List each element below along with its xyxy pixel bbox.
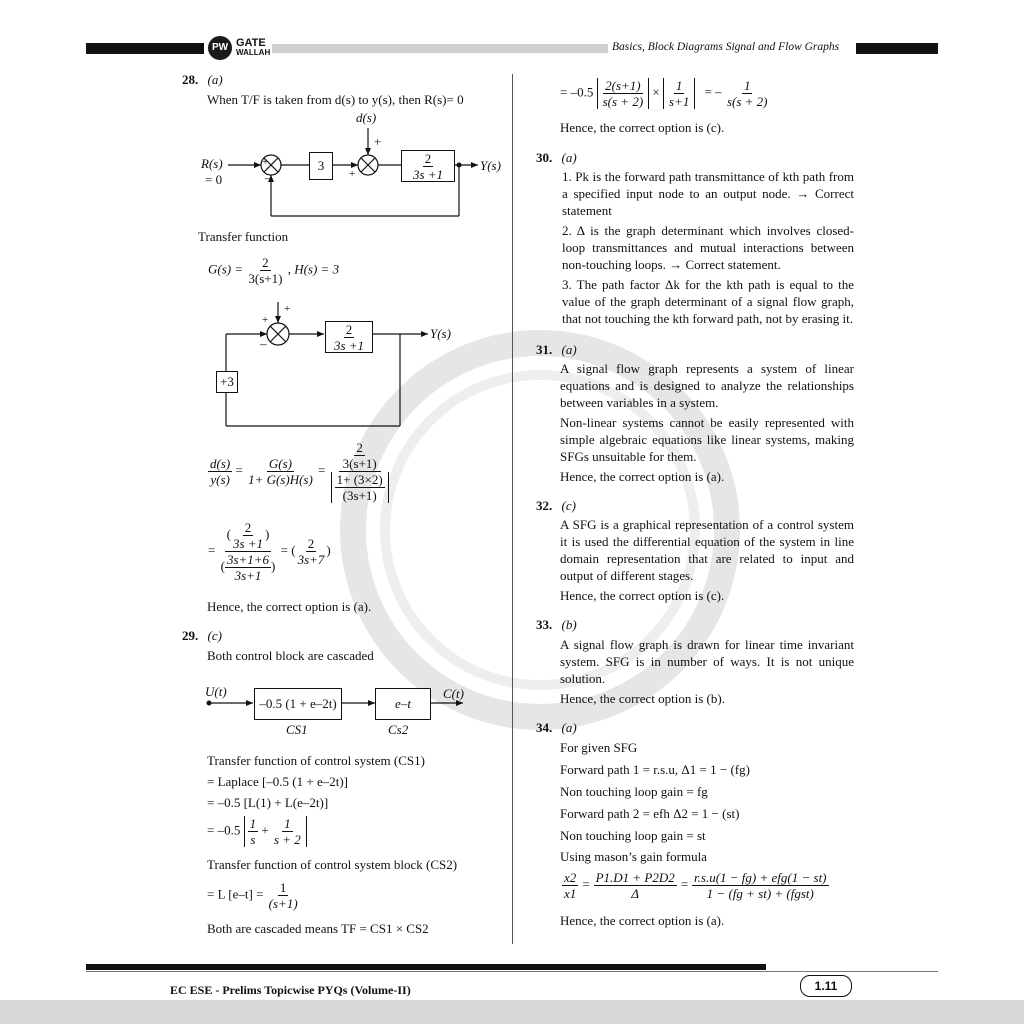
q28-tf-heading: Transfer function xyxy=(198,229,289,244)
q34-f2n: P1.D1 + P2D2 xyxy=(595,870,675,885)
q28-number: 28. xyxy=(182,72,199,87)
q32-answer: (c) xyxy=(561,498,576,513)
footer-band xyxy=(0,1000,1024,1024)
q29b-ad: s(s + 2) xyxy=(602,94,644,109)
q34-line4: Forward path 2 = efh Δ2 = 1 − (st) xyxy=(560,806,740,821)
q28-eq2-fa xyxy=(231,520,265,551)
q28-intro: When T/F is taken from d(s) to y(s), then R(s)= 0 xyxy=(207,92,464,107)
q28-eq2-den: ( $\frac{3s+1+6}{3s+1}$ ) xyxy=(220,552,276,583)
q28-eq2-fc xyxy=(296,536,327,567)
q28-eq1-id1: 3(s+1) xyxy=(342,456,377,471)
header-bar-left xyxy=(86,43,204,54)
q28-eq1-n2: G(s) xyxy=(268,456,292,471)
q34-line1: For given SFG xyxy=(560,740,638,755)
q32-conclusion: Hence, the correct option is (c). xyxy=(560,588,725,603)
q28-answer: (a) xyxy=(207,72,223,87)
footer-rule xyxy=(86,971,938,972)
q33-number: 33. xyxy=(536,617,553,632)
q31-number: 31. xyxy=(536,342,553,357)
q28-heading xyxy=(182,72,223,88)
q28-y-label-2: Y(s) xyxy=(430,326,451,341)
q28-feedback-block xyxy=(216,371,238,393)
q29-u-label: U(t) xyxy=(205,684,227,699)
q28-plant-num-1: 2 xyxy=(424,150,432,166)
q34-formula: $\frac{x2}{x1}$ = $\frac{P1.D1 + P2D2}{\Delta}$ = $\frac{\text{r.s.u(1 − fg) + efg(1 − st)}}{\text{1 − (fg + st) + (fgst)}}$ xyxy=(564,870,827,901)
q29-l4-ad: s xyxy=(250,832,256,847)
q29-line6 xyxy=(207,880,300,911)
q34-f3d: 1 − (fg + st) + (fgst) xyxy=(706,886,814,901)
q29-answer: (c) xyxy=(207,628,222,643)
q28-d2-plus-left: + xyxy=(262,314,269,326)
q34-line3: Non touching loop gain = fg xyxy=(560,784,708,799)
q32-para1: A SFG is a graphical representation of a control system it is used the differential equation of the system in line domain representation that are related to input and output of different stages. xyxy=(560,517,854,583)
q31-answer: (a) xyxy=(561,342,577,357)
q34-answer: (a) xyxy=(561,720,577,735)
footer-book-title xyxy=(170,983,411,998)
q31-heading xyxy=(536,342,577,358)
q29-line2: = Laplace [–0.5 (1 + e–2t)] xyxy=(207,774,348,789)
q29b-pre: = –0.5 xyxy=(560,84,594,100)
chapter-title: Basics, Block Diagrams Signal and Flow Graphs xyxy=(612,41,840,53)
q28-g-eq xyxy=(208,255,339,286)
logo-line2: WALLAH xyxy=(236,48,271,57)
q29-l4-bd: s + 2 xyxy=(273,832,301,847)
q28-eq1-inner2 xyxy=(335,472,385,503)
q29b-rn: 1 xyxy=(743,78,751,93)
q28-eq2-eq: = xyxy=(208,542,216,558)
q28-eq1-frac2 xyxy=(246,456,315,487)
q32-number: 32. xyxy=(536,498,553,513)
q29b-an: 2(s+1) xyxy=(605,78,641,93)
q29-line3: = –0.5 [L(1) + L(e–2t)] xyxy=(207,795,329,810)
q28-gain3-block xyxy=(309,152,333,180)
q28-eq1-id2: (3s+1) xyxy=(342,488,377,503)
q28-plant-den-1: 3s +1 xyxy=(412,166,444,182)
q29-l6-frac xyxy=(267,880,300,911)
q28-eq1-d2: 1+ G(s)H(s) xyxy=(248,472,313,487)
logo-line1: GATE xyxy=(236,37,266,49)
q30-answer: (a) xyxy=(561,150,577,165)
q34-line6: Using mason’s gain formula xyxy=(560,849,707,864)
page-number: 1.11 xyxy=(800,975,852,997)
q29b-bracket1 xyxy=(597,78,650,109)
q31-para1: A signal flow graph represents a system of linear equations and is designed to analyze the relationships between variables in a system. xyxy=(560,361,854,410)
q28-eq1-in2: 1+ (3×2) xyxy=(336,472,383,487)
q30-number: 30. xyxy=(536,150,553,165)
q29b-fr xyxy=(725,78,770,109)
q28-eq2: = ( $\frac{2}{3s +1}$ ) ( $\frac{3s+1+6}{3s+1}$ ) = ( $\frac{2}{3s+7}$ ) xyxy=(208,520,331,583)
q29b-fa xyxy=(601,78,646,109)
header-bar-middle xyxy=(272,44,608,53)
q28-eq1-inner1 xyxy=(341,440,379,471)
q29b-eq: = –0.5 $\frac{2(s+1)}{s(s + 2)}$ × $\frac{1}{s+1}$ = – $\frac{1}{s(s + 2)}$ xyxy=(560,78,768,109)
q29-line4-bracket: $\frac{1}{s}$ + $\frac{1}{s + 2}$ xyxy=(244,816,307,847)
q34-heading xyxy=(536,720,577,736)
q33-conclusion: Hence, the correct option is (b). xyxy=(560,691,725,706)
q29-line7: Both are cascaded means TF = CS1 × CS2 xyxy=(207,921,429,936)
q28-g-lhs: G(s) = xyxy=(208,261,244,277)
q34-conclusion: Hence, the correct option is (a). xyxy=(560,913,725,928)
q28-plant-num-2: 2 xyxy=(345,321,353,337)
q28-g-den: 3(s+1) xyxy=(248,271,283,286)
q29-line6-pre: = L [e–t] = xyxy=(207,886,264,902)
q34-f1d: x1 xyxy=(564,886,577,901)
q28-eq1 xyxy=(208,440,391,503)
q34-f3n: r.s.u(1 − fg) + efg(1 − st) xyxy=(694,870,827,885)
q28-minus-left: – xyxy=(265,170,272,185)
q28-r-label: R(s) xyxy=(201,156,223,171)
logo-text xyxy=(236,38,270,58)
q29b-fb xyxy=(667,78,691,109)
q29-cs2-label: Cs2 xyxy=(388,722,409,737)
q28-eq1-frac3 xyxy=(329,440,391,503)
q29b-rpre: = – xyxy=(704,84,722,100)
q28-eq1-frac1 xyxy=(208,456,232,487)
q28-eq2-ad: 3s +1 xyxy=(232,536,264,551)
q29-cs1-block xyxy=(254,688,342,720)
q28-d2-plus-top: + xyxy=(284,303,291,315)
q29-line4-pre: = –0.5 xyxy=(207,822,241,838)
q34-f3 xyxy=(692,870,828,901)
q34-f2d: Δ xyxy=(631,886,639,901)
header-bar-right xyxy=(856,43,938,54)
q28-eq2-cd: 3s+7 xyxy=(297,552,325,567)
q30-item1: 1. Pk is the forward path transmittance of kth path from a specified input node to an output node. → Correct statement xyxy=(562,169,854,218)
q28-eq2-bd: 3s+1 xyxy=(234,568,262,583)
q28-d-label: d(s) xyxy=(356,110,377,125)
q28-d2-minus: – xyxy=(260,336,267,351)
q28-eq2-cn: 2 xyxy=(307,536,315,551)
q28-plant-block-1 xyxy=(401,150,455,182)
q28-conclusion: Hence, the correct option is (a). xyxy=(207,599,372,614)
q29-l4-fa xyxy=(248,816,259,847)
footer-book-text: EC ESE - Prelims Topicwise PYQs (Volume-II) xyxy=(170,983,411,997)
q30-heading xyxy=(536,150,577,166)
q30-list xyxy=(562,168,854,327)
q34-number: 34. xyxy=(536,720,553,735)
q31-conclusion: Hence, the correct option is (a). xyxy=(560,469,725,484)
q28-feedback-text: +3 xyxy=(220,374,234,389)
q34-line2: Forward path 1 = r.s.u, Δ1 = 1 − (fg) xyxy=(560,762,750,777)
q28-eq1-n1: d(s) xyxy=(210,456,231,471)
q28-plant-block-2 xyxy=(325,321,373,353)
q29-l4-bn: 1 xyxy=(284,816,291,831)
q28-plant-frac-2 xyxy=(332,322,366,353)
q29-cs2-block xyxy=(375,688,431,720)
q28-eq2-eq2: = xyxy=(280,542,288,558)
q31-para2: Non-linear systems cannot be easily represented with simple algebraic equations like linear systems, making SFGs unsuitable for them. xyxy=(560,415,854,464)
q28-g-num: 2 xyxy=(262,255,269,270)
q28-plus-right: + xyxy=(349,168,356,180)
q28-r-zero: = 0 xyxy=(205,172,223,187)
q28-eq1-in1: 2 xyxy=(356,440,363,455)
q28-gain3-text: 3 xyxy=(317,158,325,173)
q29-heading xyxy=(182,628,222,644)
q28-eq2-an: 2 xyxy=(244,520,252,535)
q29b-rd: s(s + 2) xyxy=(726,94,768,109)
q29-line5: Transfer function of control system block (CS2) xyxy=(207,857,458,872)
q29-line1: Transfer function of control system (CS1) xyxy=(207,753,425,768)
q34-line5: Non touching loop gain = st xyxy=(560,828,706,843)
q33-heading xyxy=(536,617,577,633)
q34-f1 xyxy=(562,870,578,901)
q28-h-eq: , H(s) = 3 xyxy=(287,261,340,277)
q31-body xyxy=(560,360,854,485)
q29-c-label: C(t) xyxy=(443,686,464,701)
q30-item2: 2. Δ is the graph determinant which involves closed-loop transmittances and mutual interactions between non-touching loops. → Correct statement. xyxy=(562,223,854,272)
q28-g-frac xyxy=(246,255,284,286)
q29-line4 xyxy=(207,816,307,847)
q28-eq2-num: ( $\frac{2}{3s +1}$ ) xyxy=(226,520,270,551)
q29-l4-fb xyxy=(272,816,303,847)
q28-eq1-eq: = xyxy=(235,462,243,478)
q29-cs2-block-text: e–t xyxy=(395,696,411,711)
pw-logo-icon: PW xyxy=(208,36,232,60)
q28-eq1-num-frac xyxy=(339,440,381,472)
q28-block-diagram-2 xyxy=(210,298,490,428)
q28-eq1-bracket xyxy=(331,472,389,503)
q29-intro: Both control block are cascaded xyxy=(207,648,374,663)
q32-heading xyxy=(536,498,576,514)
footer-bar xyxy=(86,964,766,970)
q29-cs1-label: CS1 xyxy=(286,722,308,737)
q29-l6-d: (s+1) xyxy=(268,896,298,911)
q29b-conclusion: Hence, the correct option is (c). xyxy=(560,120,725,135)
q33-para1: A signal flow graph is drawn for linear time invariant system. SFG is in number of ways. It is not unique solution. xyxy=(560,637,854,686)
q28-eq1-eq2: = xyxy=(318,462,326,478)
q34-f1n: x2 xyxy=(564,870,577,885)
q28-plant-frac-1 xyxy=(411,151,445,182)
q28-eq2-fb xyxy=(225,552,271,583)
q28-eq1-den-frac xyxy=(329,472,391,503)
q29-l6-n: 1 xyxy=(279,880,287,895)
q28-plus-left: + xyxy=(262,156,269,168)
q28-plus-top: + xyxy=(374,134,382,149)
q29-number: 29. xyxy=(182,628,199,643)
q28-eq2-bn: 3s+1+6 xyxy=(226,552,270,567)
q29b-bracket2 xyxy=(663,78,695,109)
q32-body xyxy=(560,516,854,604)
q29-l4-an: 1 xyxy=(249,816,257,831)
q28-eq2-main xyxy=(219,520,278,583)
q28-y-label-1: Y(s) xyxy=(480,158,501,173)
q29b-bd: s+1 xyxy=(669,94,690,109)
q34-f2 xyxy=(594,870,677,901)
q29b-bn: 1 xyxy=(675,78,683,93)
q30-item3: 3. The path factor Δk for the kth path is equal to the value of the graph determinant of a signal flow graph, that not touching the kth forward path, not by erasing it. xyxy=(562,277,854,326)
q33-answer: (b) xyxy=(561,617,577,632)
q28-eq1-d1: y(s) xyxy=(210,472,230,487)
q33-body xyxy=(560,636,854,707)
q29-cs1-block-text: –0.5 (1 + e–2t) xyxy=(259,696,337,711)
q28-plant-den-2: 3s +1 xyxy=(333,337,365,353)
